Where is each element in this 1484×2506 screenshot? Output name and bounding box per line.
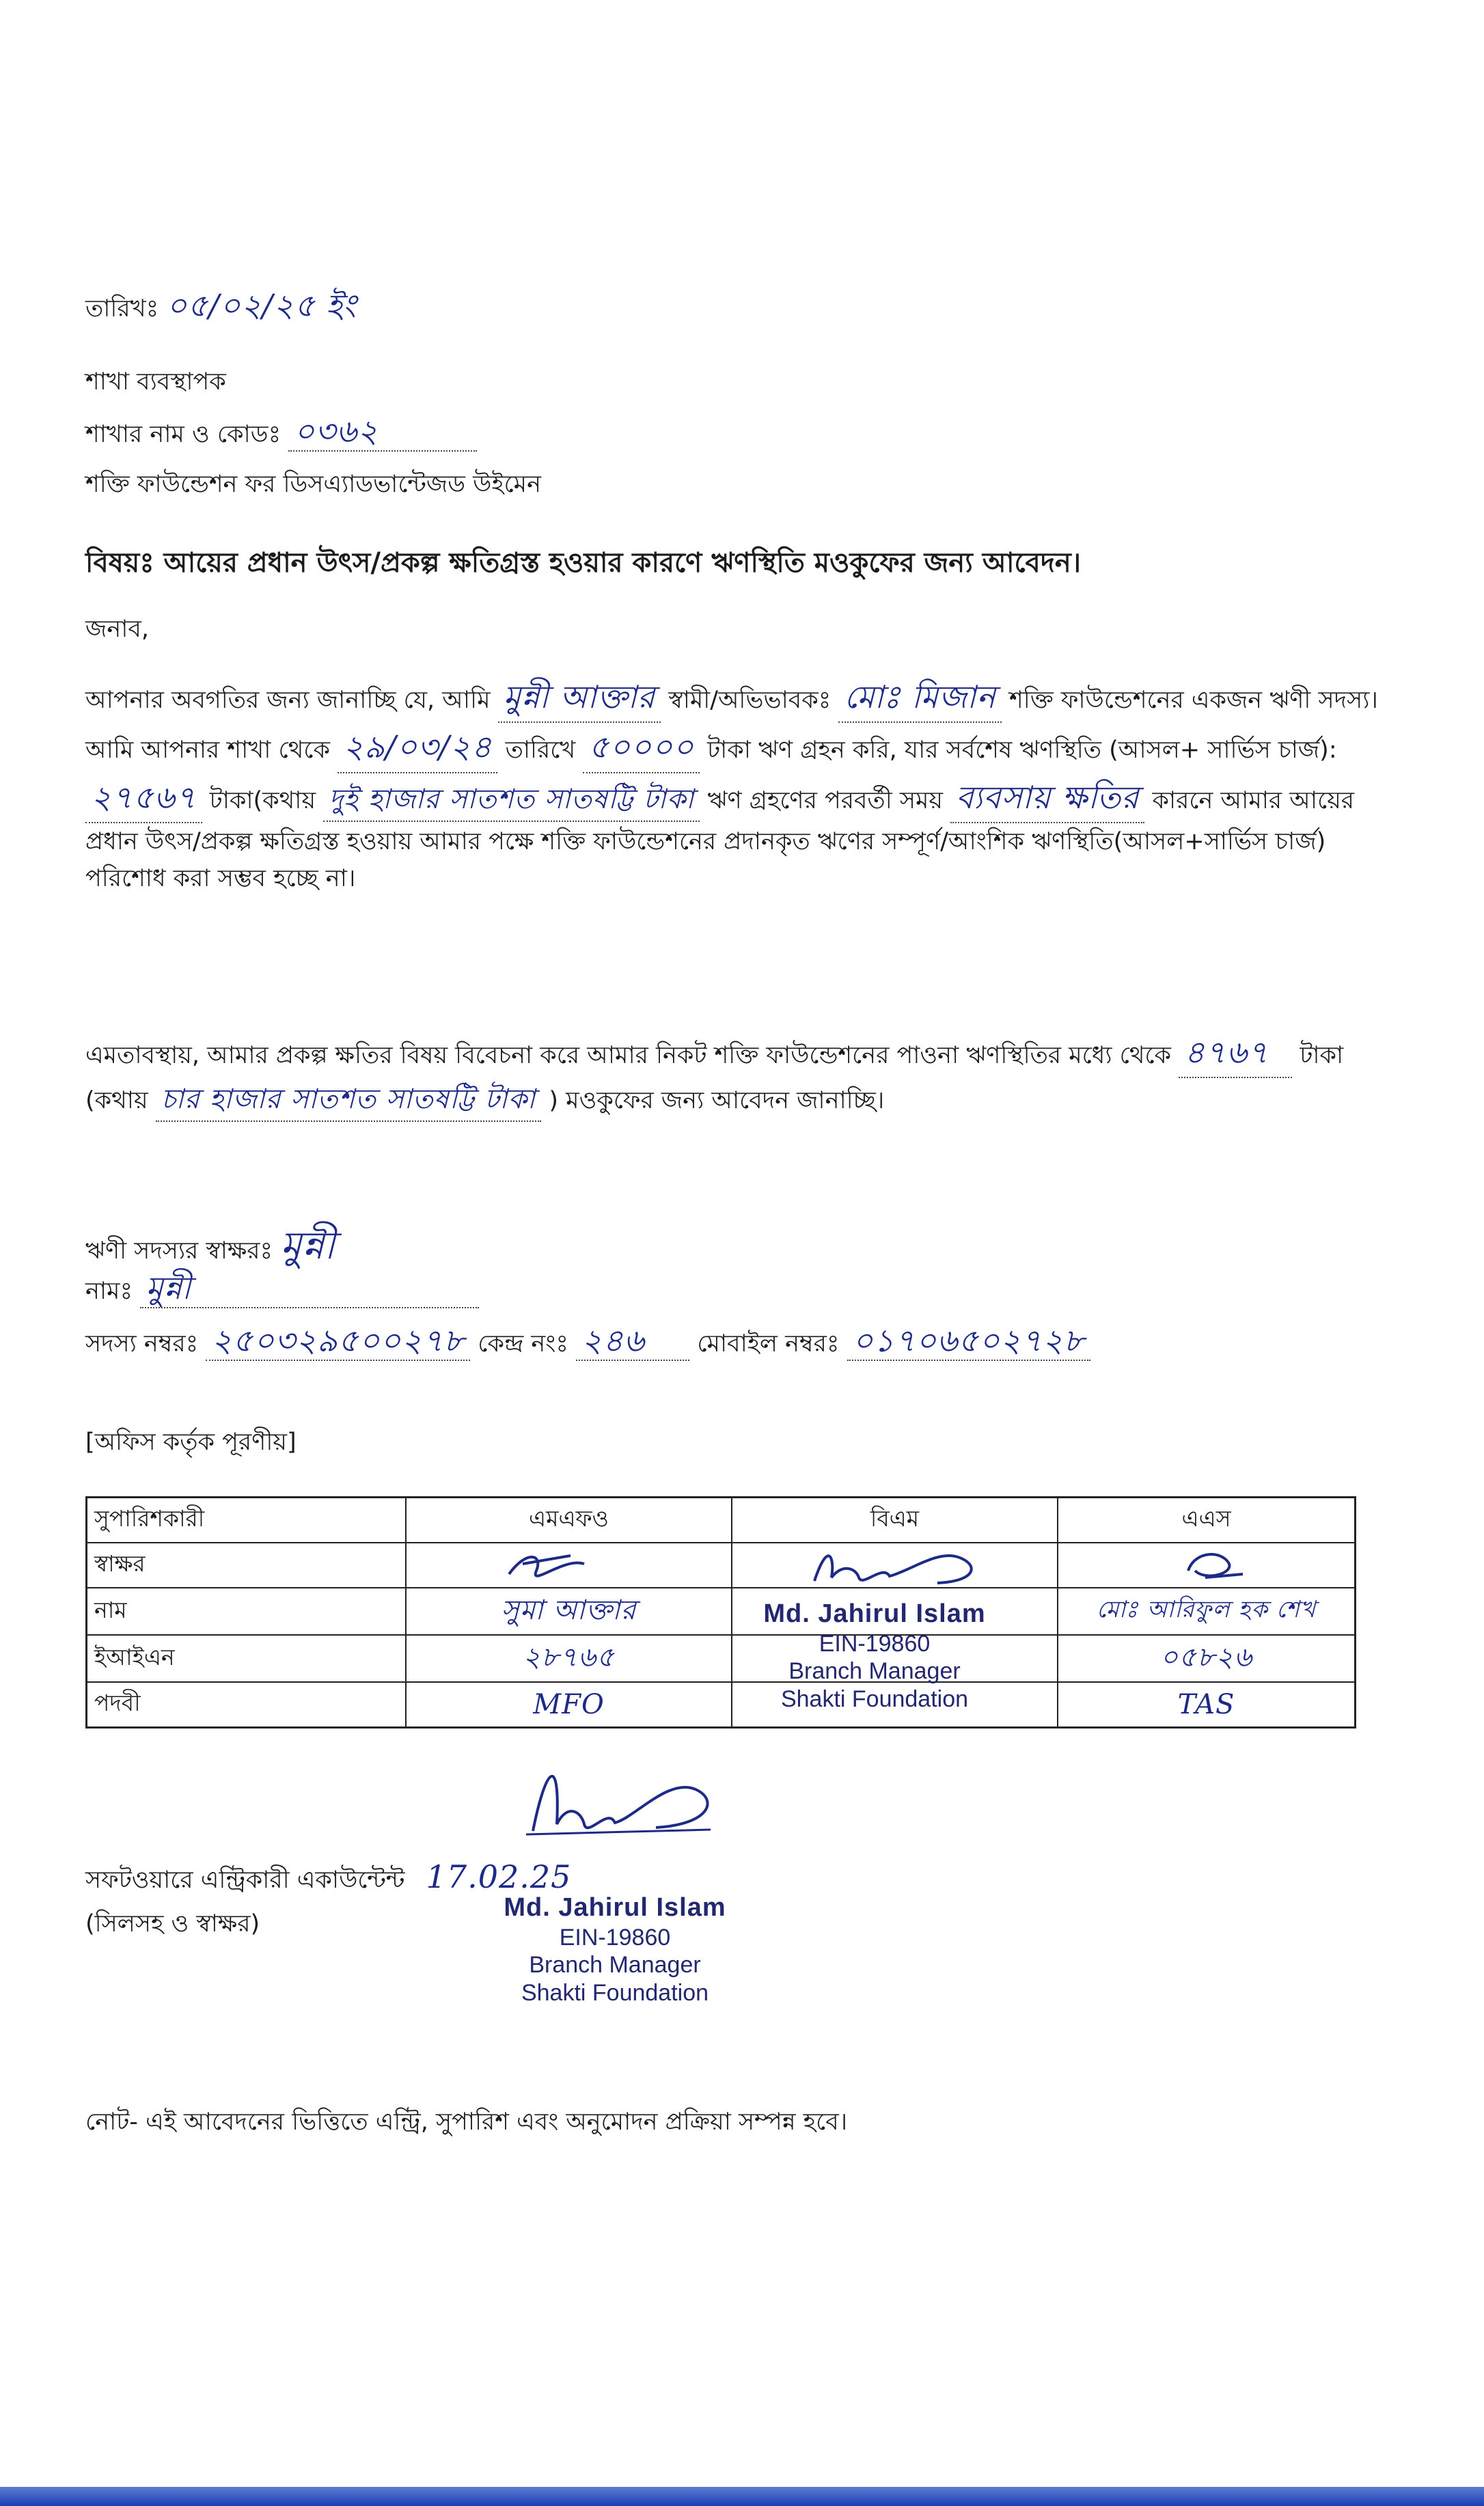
- branch-manager-stamp: [451, 1892, 779, 2007]
- accountant-signature: [519, 1749, 752, 1851]
- accountant-note: (সিলসহ ও স্বাক্ষর): [85, 1910, 260, 1938]
- table-header: সুপারিশকারী: [87, 1498, 407, 1543]
- scan-edge-band: [0, 2487, 1484, 2506]
- mobile-label: মোবাইল নম্বরঃ: [697, 1330, 840, 1358]
- member-no-label: সদস্য নম্বরঃ: [85, 1330, 199, 1358]
- mfo-ein: ২৮৭৬৫: [406, 1635, 732, 1682]
- stamp-ein: EIN-19860: [559, 1924, 671, 1951]
- table-header: এএস: [1058, 1498, 1356, 1543]
- name-label: নামঃ: [85, 1278, 133, 1305]
- center-no: ২৪৬: [576, 1322, 689, 1361]
- center-label: কেন্দ্র নংঃ: [478, 1330, 569, 1358]
- accountant-label: সফটওয়ারে এন্ট্রিকারী একাউন্টেন্ট: [85, 1867, 405, 1894]
- applicant-signature: মুন্নী: [280, 1224, 336, 1268]
- salutation: জনাব,: [85, 616, 149, 643]
- as-signature-cell: [1058, 1543, 1356, 1588]
- applicant-ids-line: [85, 1322, 1090, 1361]
- table-row: [87, 1635, 1356, 1682]
- body-text: ঋণ গ্রহণের পরবর্তী সময়: [707, 786, 944, 814]
- applicant-name: মুন্নী: [140, 1269, 479, 1308]
- body-text: শক্তি ফাউন্ডেশনের একজন ঋণী সদস্য। আমি আপনার শাখা থেকে: [85, 687, 1378, 765]
- mobile-no: ০১৭০৬৫০২৭২৮: [847, 1322, 1090, 1361]
- body-text: কারনে আমার আয়ের প্রধান উৎস/প্রকল্প ক্ষতিগ্রস্ত হওয়ায় আমার পক্ষে শক্তি ফাউন্ডেশনের প্রদানকৃত ঋণের সম্পূর্ণ/আংশিক ঋণস্থিতি(আসল+সার্ভিস চার্জ) পরিশোধ করা সম্ভব হচ্ছে না।: [85, 786, 1355, 893]
- subject-line: বিষয়ঃ আয়ের প্রধান উৎস/প্রকল্প ক্ষতিগ্রস্ত হওয়ার কারণে ঋণস্থিতি মওকুফের জন্য আবেদন।: [85, 547, 1082, 579]
- stamp-name: Md. Jahirul Islam: [763, 1599, 986, 1628]
- body-text: টাকা (কথায়: [85, 1042, 1344, 1115]
- mfo-signature-cell: [406, 1543, 732, 1588]
- applicant-name-line: [85, 1269, 479, 1308]
- body-text: স্বামী/অভিভাবকঃ: [668, 687, 832, 714]
- waiver-amount-field: ৪৭৬৭: [1179, 1028, 1292, 1078]
- office-caption: [অফিস কর্তৃক পূরণীয়]: [85, 1429, 297, 1456]
- footer-note: নোট- এই আবেদনের ভিত্তিতে এন্ট্রি, সুপারিশ এবং অনুমোদন প্রক্রিয়া সম্পন্ন হবে।: [85, 2108, 848, 2136]
- as-name: মোঃ আরিফুল হক শেখ: [1058, 1588, 1356, 1635]
- reason-field: ব্যবসায় ক্ষতির: [950, 773, 1144, 823]
- table-row: [87, 1543, 1356, 1588]
- loan-date-field: ২৯/০৩/২৪: [338, 723, 497, 773]
- stamp-name: Md. Jahirul Islam: [504, 1893, 726, 1922]
- balance-words-field: দুই হাজার সাতশত সাতষট্টি টাকা: [323, 778, 700, 822]
- accountant-date: 17.02.25: [426, 1858, 572, 1895]
- branch-manager-stamp-table: [724, 1599, 1025, 1713]
- waiver-words-field: চার হাজার সাতশত সাতষট্টি টাকা: [156, 1078, 542, 1122]
- stamp-org: Shakti Foundation: [521, 1980, 709, 2007]
- balance-amount-field: ২৭৫৬৭: [85, 773, 202, 823]
- date-value: ০৫/০২/২৫ ইং: [166, 287, 357, 324]
- stamp-org: Shakti Foundation: [780, 1686, 969, 1713]
- table-header: বিএম: [732, 1498, 1058, 1543]
- bm-signature-cell: [732, 1543, 1058, 1588]
- as-ein: ০৫৮২৬: [1058, 1635, 1356, 1682]
- body-text: টাকা ঋণ গ্রহন করি, যার সর্বশেষ ঋণস্থিতি (আসল+ সার্ভিস চার্জ):: [707, 736, 1337, 765]
- applicant-signature-line: [85, 1223, 335, 1269]
- table-row: [87, 1682, 1356, 1728]
- office-table: [85, 1496, 1356, 1729]
- accountant-label-line: [85, 1858, 571, 1896]
- body-paragraph-2: [85, 1028, 1404, 1122]
- stamp-ein: EIN-19860: [819, 1630, 931, 1657]
- branch-label: শাখার নাম ও কোডঃ: [85, 421, 281, 448]
- member-name-field: মুন্নী আক্তার: [498, 673, 661, 723]
- as-signature: [1058, 1543, 1369, 1587]
- loan-amount-field: ৫০০০০: [583, 723, 700, 773]
- date-label: তারিখঃ: [85, 295, 159, 322]
- mfo-designation: MFO: [406, 1682, 732, 1728]
- mfo-name: সুমা আক্তার: [406, 1588, 732, 1635]
- table-header: এমএফও: [406, 1498, 732, 1543]
- organization-name: শক্তি ফাউন্ডেশন ফর ডিসএ্যাডভান্টেজড উইমেন: [85, 471, 541, 498]
- row-label: নাম: [87, 1588, 407, 1635]
- stamp-title: Branch Manager: [788, 1658, 961, 1685]
- guardian-name-field: মোঃ মিজান: [838, 673, 1001, 723]
- body-text: এমতাবস্থায়, আমার প্রকল্প ক্ষতির বিষয় বিবেচনা করে আমার নিকট শক্তি ফাউন্ডেশনের পাওনা ঋণস্থিতির মধ্যে থেকে: [85, 1042, 1172, 1069]
- body-paragraph-1: [85, 673, 1404, 897]
- table-row: [87, 1588, 1356, 1635]
- body-text: তারিখে: [505, 736, 576, 765]
- row-label: স্বাক্ষর: [87, 1543, 407, 1588]
- recipient-title: শাখা ব্যবস্থাপক: [85, 368, 226, 396]
- stamp-title: Branch Manager: [529, 1952, 701, 1979]
- row-label: পদবী: [87, 1682, 407, 1728]
- signature-label: ঋণী সদস্যর স্বাক্ষরঃ: [85, 1237, 273, 1265]
- branch-line: [85, 413, 477, 452]
- branch-code: ০৩৬২: [288, 413, 477, 452]
- body-text: ) মওকুফের জন্য আবেদন জানাচ্ছি।: [549, 1087, 885, 1115]
- member-no: ২৫০৩২৯৫০০২৭৮: [206, 1322, 470, 1361]
- as-designation: TAS: [1058, 1682, 1356, 1728]
- row-label: ইআইএন: [87, 1635, 407, 1682]
- mfo-signature: [407, 1543, 717, 1587]
- body-text: আপনার অবগতির জন্য জানাচ্ছি যে, আমি: [85, 687, 491, 714]
- bm-signature: [732, 1543, 1043, 1587]
- table-header-row: [87, 1498, 1356, 1543]
- date-line: [85, 287, 357, 325]
- body-text: টাকা(কথায়: [209, 786, 316, 814]
